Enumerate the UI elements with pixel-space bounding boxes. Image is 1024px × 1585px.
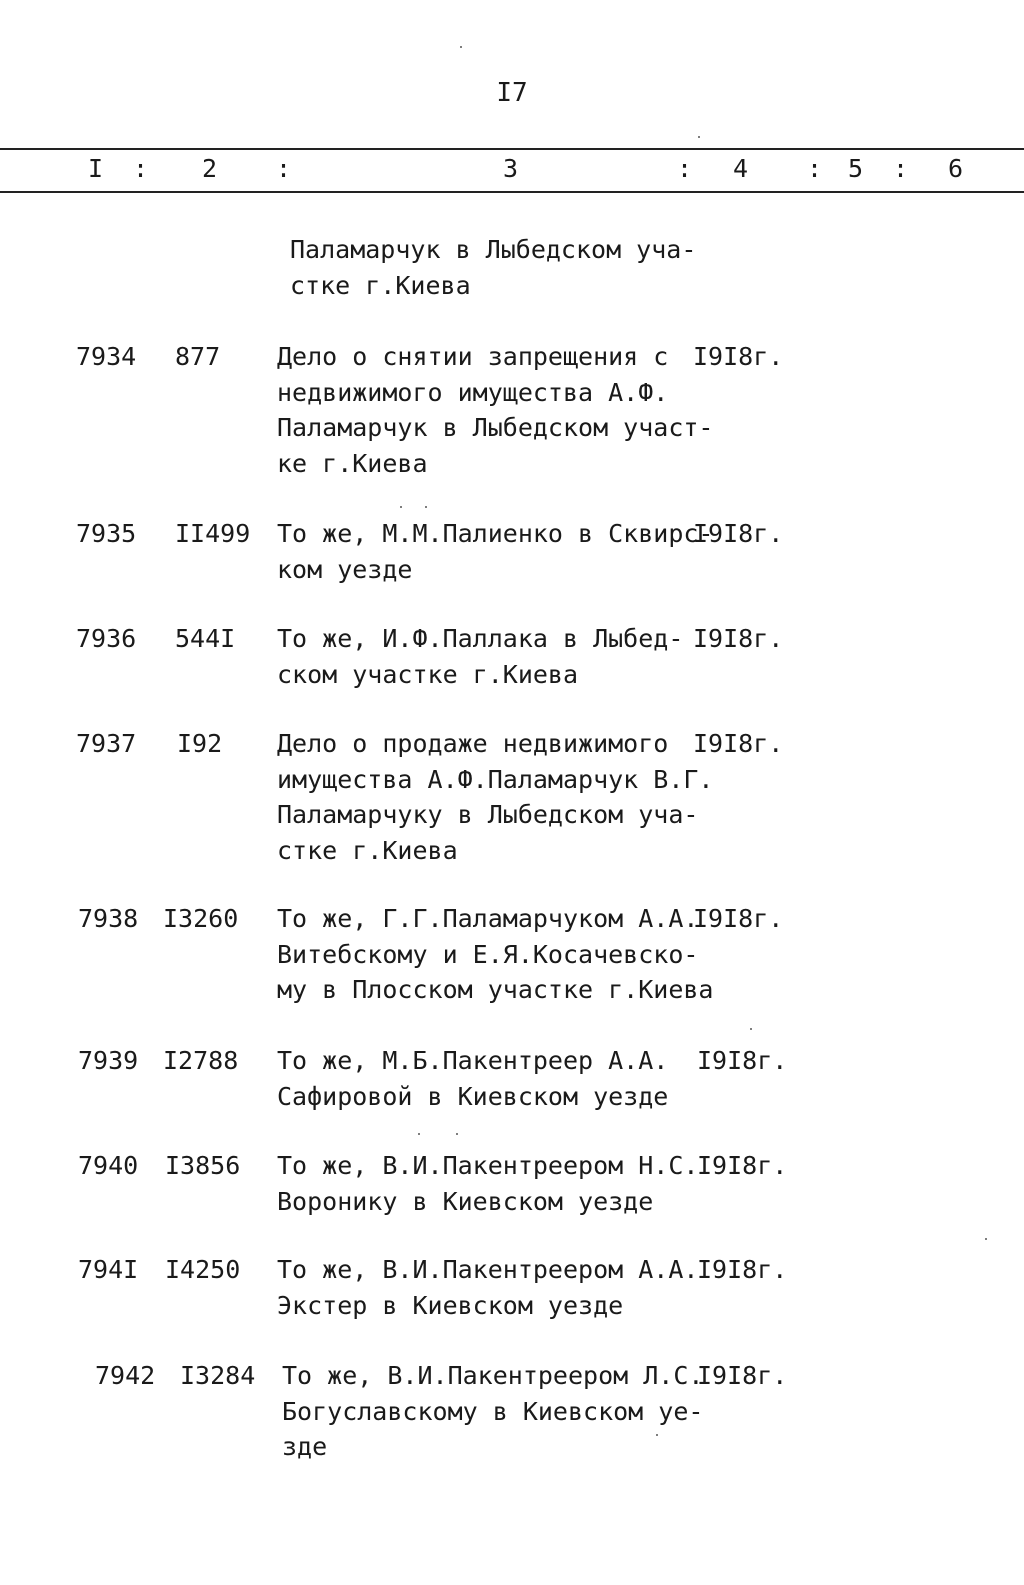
description-line: Экстер в Киевском уезде: [277, 1290, 624, 1320]
description-line: Сафировой в Киевском уезде: [277, 1081, 669, 1111]
record-description: [277, 621, 683, 692]
description-line: То же, Г.Г.Паламарчуком А.А.: [277, 904, 699, 933]
description-line: Витебскому и Е.Я.Косачевско-: [277, 939, 699, 969]
header-top-rule: [0, 148, 1024, 150]
record-year: I9I8г.: [697, 1046, 788, 1075]
record-year: I9I8г.: [693, 904, 784, 933]
description-line: Паламарчук в Лыбедском уча-: [290, 235, 697, 264]
record-number: 7942: [95, 1361, 156, 1390]
description-line: Дело о снятии запрещения с: [277, 342, 669, 371]
record-description: [277, 339, 714, 481]
record-number: 7938: [78, 904, 139, 933]
record-year: I9I8г.: [693, 624, 784, 653]
record-number: 7937: [76, 729, 137, 758]
record-code: I92: [177, 729, 223, 758]
record-number: 7940: [78, 1151, 139, 1180]
column-header-3: 3: [503, 154, 519, 183]
page-number: I7: [496, 78, 528, 108]
record-year: I9I8г.: [697, 1255, 788, 1284]
column-header-2: 2: [202, 154, 218, 183]
scan-speck: [418, 1133, 420, 1135]
record-number: 7935: [76, 519, 137, 548]
description-line: имущества А.Ф.Паламарчук В.Г.: [277, 764, 714, 794]
column-separator: :: [677, 154, 693, 183]
record-code: II499: [175, 519, 251, 548]
description-line: Воронику в Киевском уезде: [277, 1186, 654, 1216]
description-line: недвижимого имущества А.Ф.: [277, 377, 669, 407]
record-code: 877: [175, 342, 221, 371]
description-line: Паламарчуку в Лыбедском уча-: [277, 800, 699, 829]
scan-speck: [456, 1133, 458, 1135]
column-separator: :: [276, 154, 292, 183]
description-line: ком уезде: [277, 554, 413, 584]
record-description: [282, 1358, 703, 1465]
scan-speck: [460, 46, 462, 48]
column-header-1: I: [88, 154, 104, 183]
record-code: I4250: [165, 1255, 241, 1284]
record-number: 794I: [78, 1255, 139, 1284]
scan-speck: [400, 506, 402, 508]
description-line: То же, В.И.Пакентреером А.А.: [277, 1255, 699, 1284]
record-number: 7936: [76, 624, 137, 653]
record-description: [277, 1043, 668, 1114]
column-separator: :: [807, 154, 823, 183]
record-description: [277, 901, 714, 1008]
record-number: 7939: [78, 1046, 139, 1075]
scan-speck: [750, 1028, 752, 1030]
description-line: му в Плосском участке г.Киева: [277, 975, 714, 1004]
record-code: I3284: [180, 1361, 256, 1390]
record-description: [277, 516, 714, 587]
column-header-4: 4: [733, 154, 749, 183]
description-line: То же, М.Б.Пакентреер А.А.: [277, 1046, 669, 1075]
column-separator: :: [133, 154, 149, 183]
continuation-description: [290, 232, 696, 303]
description-line: То же, В.И.Пакентреером Н.С.: [277, 1151, 699, 1180]
description-line: Паламарчук в Лыбедском участ-: [277, 413, 714, 442]
record-number: 7934: [76, 342, 137, 371]
description-line: То же, М.М.Палиенко в Сквирс-: [277, 519, 714, 548]
description-line: стке г.Киева: [290, 270, 471, 300]
column-header-5: 5: [848, 154, 864, 183]
description-line: Богуславскому в Киевском уе-: [282, 1396, 704, 1426]
description-line: ке г.Киева: [277, 448, 428, 478]
column-header-6: 6: [948, 154, 964, 183]
record-year: I9I8г.: [697, 1151, 788, 1180]
header-bottom-rule: [0, 191, 1024, 193]
description-line: стке г.Киева: [277, 835, 458, 865]
record-description: [277, 1148, 698, 1219]
scan-speck: [698, 136, 700, 138]
record-year: I9I8г.: [693, 342, 784, 371]
scan-speck: [425, 506, 427, 508]
description-line: То же, И.Ф.Паллака в Лыбед-: [277, 624, 684, 653]
record-code: I2788: [163, 1046, 239, 1075]
record-code: I3260: [163, 904, 239, 933]
record-code: I3856: [165, 1151, 241, 1180]
description-line: ском участке г.Киева: [277, 659, 579, 689]
description-line: Дело о продаже недвижимого: [277, 729, 669, 758]
record-year: I9I8г.: [693, 729, 784, 758]
record-code: 544I: [175, 624, 236, 653]
scan-speck: [985, 1238, 987, 1240]
record-description: [277, 726, 714, 868]
column-separator: :: [893, 154, 909, 183]
record-description: [277, 1252, 698, 1323]
record-year: I9I8г.: [693, 519, 784, 548]
description-line: То же, В.И.Пакентреером Л.С.: [282, 1361, 704, 1390]
description-line: зде: [282, 1432, 328, 1461]
scan-speck: [656, 1434, 658, 1436]
record-year: I9I8г.: [697, 1361, 788, 1390]
